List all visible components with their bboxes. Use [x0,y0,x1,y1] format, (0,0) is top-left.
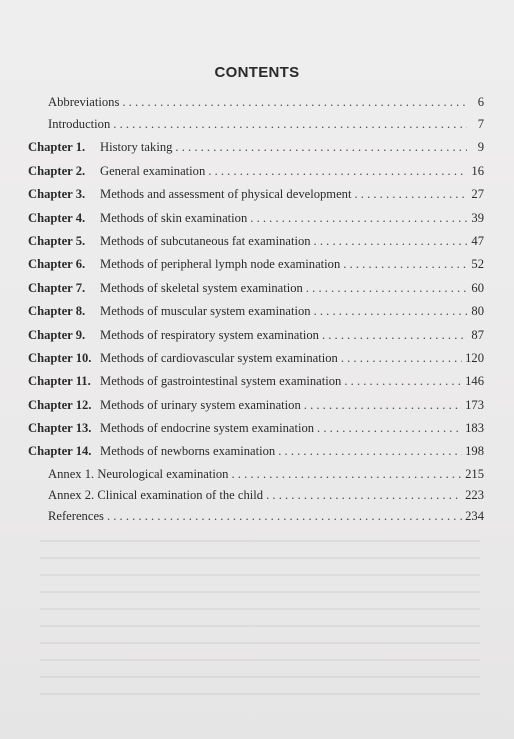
toc-entry-page: 183 [465,421,484,436]
toc-entry-text: Introduction [48,117,111,131]
chapter-label: Chapter 1. [28,140,86,155]
leader-dots [266,485,462,506]
toc-entry-text: Abbreviations [48,95,120,109]
toc-entry-page: 60 [471,280,484,295]
chapter-label: Chapter 7. [28,280,86,295]
leader-dots [250,207,467,230]
toc-entry-page: 39 [471,210,484,225]
toc-entry-chapter-5[interactable] [28,230,484,253]
toc-entry-page: 215 [465,466,484,481]
toc-entry-text: Methods of muscular system examination [100,304,311,319]
leader-dots [231,464,462,485]
leader-dots [175,136,467,159]
chapter-label: Chapter 13. [28,421,92,436]
toc-entry-annex-2[interactable] [28,485,484,506]
toc-entry-text: Methods of skin examination [100,210,248,225]
toc-entry-chapter-7[interactable] [28,277,484,300]
toc-entry-page: 27 [471,187,484,202]
toc-entry-text: Methods of endocrine system examination [100,421,315,436]
toc-entry-chapter-4[interactable] [28,207,484,230]
leader-dots [113,113,467,136]
chapter-label: Chapter 4. [28,210,86,225]
toc-entry-references[interactable] [28,506,484,527]
leader-dots [341,347,462,370]
leader-dots [314,300,467,323]
toc-entry-abbreviations[interactable] [28,92,484,113]
toc-entry-page: 198 [465,444,484,459]
leader-dots [343,253,467,276]
toc-entry-page: 87 [471,327,484,342]
toc-entry-page: 52 [471,257,484,272]
show-through-texture [40,540,480,710]
toc-entry-chapter-1[interactable] [28,136,484,159]
toc-entry-text: History taking [100,140,173,155]
toc-entry-text: Annex 2. Clinical examination of the child [48,487,264,502]
leader-dots [278,440,462,463]
toc-entry-page: 223 [465,487,484,502]
leader-dots [344,370,462,393]
chapter-label: Chapter 2. [28,163,86,178]
toc-entry-chapter-13[interactable] [28,417,484,440]
toc-entry-text: Methods of cardiovascular system examination [100,350,338,365]
toc-entry-text: Methods of subcutaneous fat examination [100,233,311,248]
leader-dots [322,324,467,347]
toc-entry-text: Methods of urinary system examination [100,397,301,412]
toc-entry-text: Methods of peripheral lymph node examination [100,257,341,272]
toc-entry-text: Methods and assessment of physical development [100,187,352,202]
toc-entry-page: 173 [465,397,484,412]
chapter-label: Chapter 8. [28,304,86,319]
toc-entry-text: References [48,508,104,523]
toc-entry-chapter-14[interactable] [28,440,484,463]
toc-entry-page: 6 [477,95,484,109]
toc-entry-chapter-3[interactable] [28,183,484,206]
toc-entry-page: 80 [471,304,484,319]
chapter-label: Chapter 10. [28,350,92,365]
toc-entry-text: Methods of newborns examination [100,444,276,459]
toc-entry-chapter-11[interactable] [28,370,484,393]
toc-entry-page: 146 [465,374,484,389]
contents-title: CONTENTS [214,64,300,81]
toc-entry-chapter-8[interactable] [28,300,484,323]
toc-entry-text: General examination [100,163,206,178]
leader-dots [354,183,467,206]
chapter-label: Chapter 11. [28,374,91,389]
toc-entry-page: 9 [477,140,484,155]
leader-dots [314,230,467,253]
leader-dots [122,92,467,113]
toc-entry-text: Methods of gastrointestinal system examination [100,374,342,389]
toc-entry-introduction[interactable] [28,113,484,136]
chapter-label: Chapter 14. [28,444,92,459]
toc-entry-page: 120 [465,350,484,365]
chapter-label: Chapter 5. [28,233,86,248]
toc-entry-annex-1[interactable] [28,464,484,485]
toc-entry-page: 47 [471,233,484,248]
toc-entry-chapter-9[interactable] [28,324,484,347]
toc-entry-chapter-10[interactable] [28,347,484,370]
toc-entry-chapter-6[interactable] [28,253,484,276]
toc-entry-page: 234 [465,508,484,523]
leader-dots [208,160,467,183]
chapter-label: Chapter 9. [28,327,86,342]
toc-entry-text: Methods of skeletal system examination [100,280,303,295]
toc-entry-chapter-12[interactable] [28,394,484,417]
toc-entry-text: Annex 1. Neurological examination [48,466,229,481]
toc-entry-page: 16 [471,163,484,178]
leader-dots [304,394,462,417]
table-of-contents [28,92,484,527]
leader-dots [306,277,467,300]
chapter-label: Chapter 12. [28,397,92,412]
leader-dots [317,417,462,440]
chapter-label: Chapter 3. [28,187,86,202]
toc-entry-chapter-2[interactable] [28,160,484,183]
chapter-label: Chapter 6. [28,257,86,272]
toc-entry-page: 7 [477,117,484,131]
toc-entry-text: Methods of respiratory system examination [100,327,319,342]
leader-dots [107,506,462,527]
